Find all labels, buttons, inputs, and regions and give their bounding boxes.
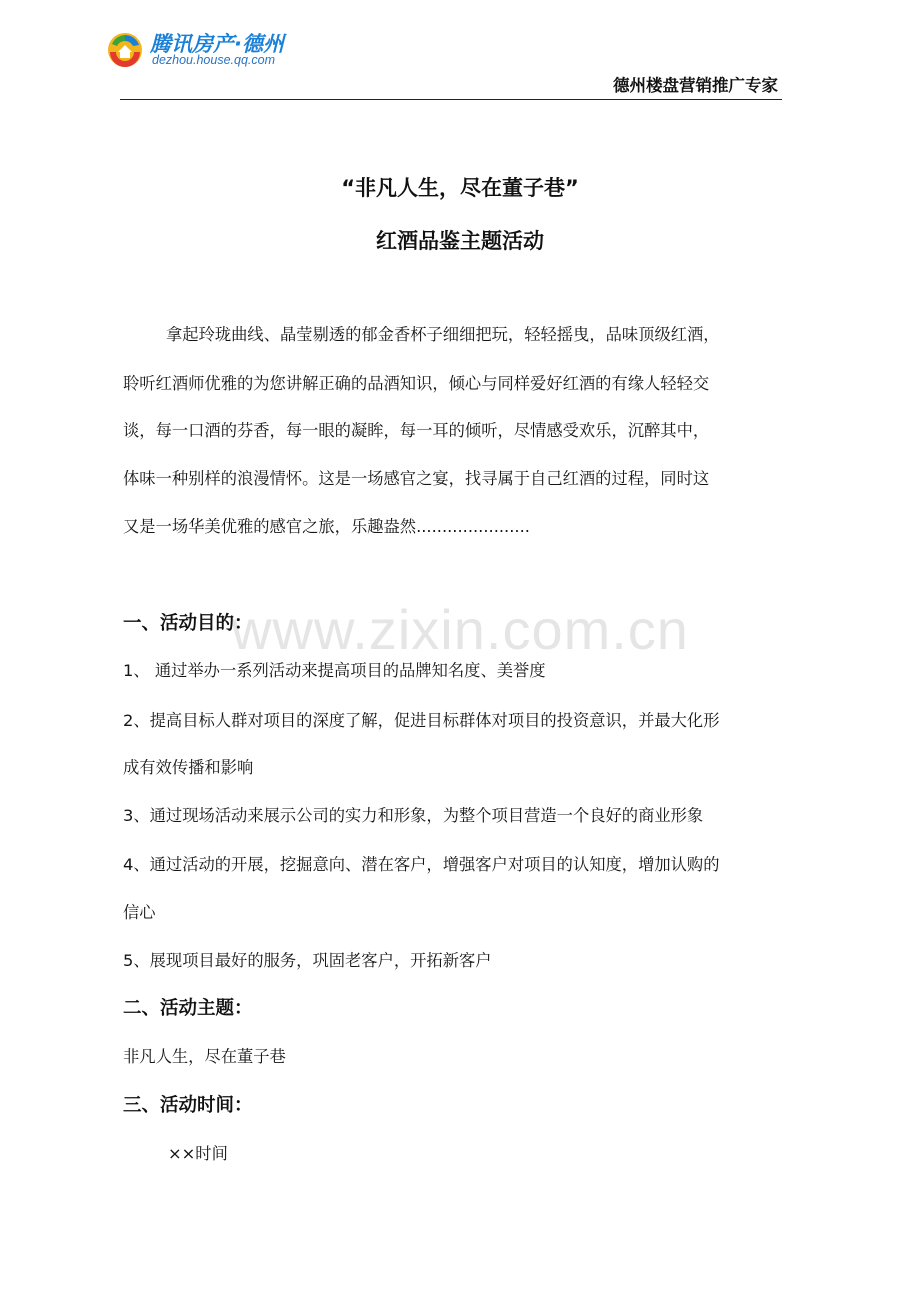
purpose-item: 1、 通过举办一系列活动来提高项目的品牌知名度、美誉度 — [123, 661, 546, 680]
logo-chinese-text: 腾讯房产·德州 — [150, 32, 284, 56]
watermark: www.zixin.com.cn — [231, 598, 689, 661]
time-text: ××时间 — [168, 1144, 228, 1163]
purpose-item: 信心 — [123, 903, 156, 922]
site-logo[interactable] — [106, 28, 306, 70]
section-heading-time: 三、活动时间： — [123, 1095, 253, 1116]
intro-line: 体味一种别样的浪漫情怀。这是一场感官之宴，找寻属于自己红酒的过程，同时这 — [123, 469, 710, 488]
header-divider — [120, 99, 782, 100]
purpose-item: 成有效传播和影响 — [123, 758, 254, 777]
document-title: “非凡人生，尽在董子巷” — [341, 176, 579, 200]
intro-line: 谈，每一口酒的芬香，每一眼的凝眸，每一耳的倾听，尽情感受欢乐，沉醉其中， — [123, 421, 710, 440]
section-heading-purpose: 一、活动目的： — [123, 613, 253, 634]
theme-text: 非凡人生，尽在董子巷 — [123, 1047, 286, 1066]
logo-domain-text[interactable]: dezhou.house.qq.com — [152, 53, 276, 67]
intro-line: 拿起玲珑曲线、晶莹剔透的郁金香杯子细细把玩，轻轻摇曳，品味顶级红酒， — [166, 325, 720, 344]
purpose-item: 2、提高目标人群对项目的深度了解，促进目标群体对项目的投资意识，并最大化形 — [123, 711, 720, 730]
document-subtitle: 红酒品鉴主题活动 — [376, 229, 544, 253]
intro-line: 聆听红酒师优雅的为您讲解正确的品酒知识，倾心与同样爱好红酒的有缘人轻轻交 — [123, 374, 710, 393]
intro-line: 又是一场华美优雅的感官之旅，乐趣盎然...................... — [123, 517, 530, 536]
section-heading-theme: 二、活动主题： — [123, 998, 253, 1019]
purpose-item: 5、展现项目最好的服务，巩固老客户，开拓新客户 — [123, 951, 492, 970]
tencent-house-logo-icon — [106, 30, 144, 68]
purpose-item: 3、通过现场活动来展示公司的实力和形象，为整个项目营造一个良好的商业形象 — [123, 806, 704, 825]
header-slogan: 德州楼盘营销推广专家 — [613, 76, 778, 95]
purpose-item: 4、通过活动的开展，挖掘意向、潜在客户，增强客户对项目的认知度，增加认购的 — [123, 855, 720, 874]
